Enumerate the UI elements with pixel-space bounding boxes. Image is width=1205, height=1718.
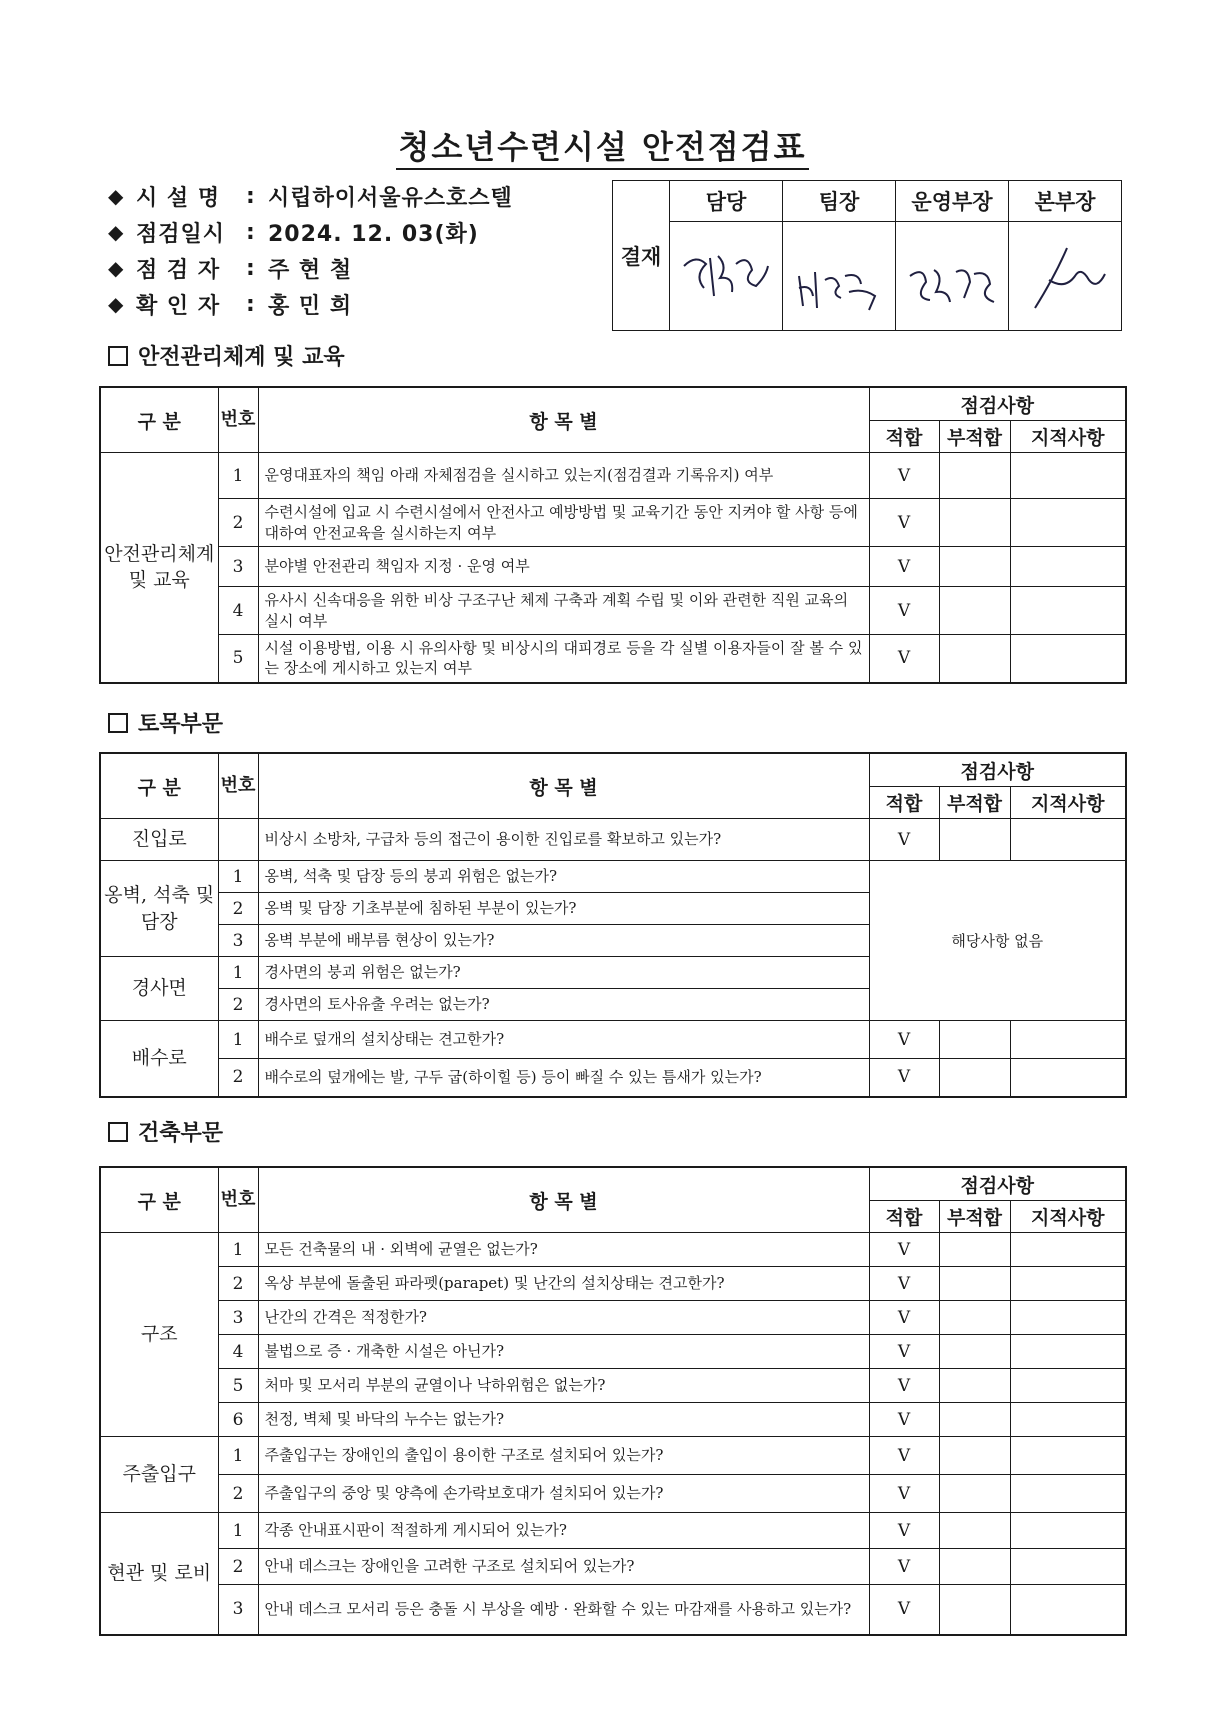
section-title-architecture (108, 1116, 223, 1147)
header-item: 항 목 별 (258, 1167, 869, 1233)
header-check: 점검사항 (869, 753, 1126, 787)
row-item: 주출입구의 중앙 및 양측에 손가락보호대가 설치되어 있는가? (258, 1475, 869, 1513)
row-item: 비상시 소방차, 구급차 등의 접근이 용이한 진입로를 확보하고 있는가? (258, 819, 869, 861)
category-cell: 안전관리체계 및 교육 (100, 453, 218, 683)
pass-check-cell: V (869, 819, 939, 861)
header-item: 항 목 별 (258, 753, 869, 819)
row-item: 난간의 간격은 적정한가? (258, 1301, 869, 1335)
remark-cell (1010, 1267, 1126, 1301)
row-item: 배수로 덮개의 설치상태는 견고한가? (258, 1021, 869, 1059)
row-item: 유사시 신속대응을 위한 비상 구조구난 체제 구축과 계획 수립 및 이와 관련한 직원 교육의 실시 여부 (258, 587, 869, 635)
fail-cell (939, 635, 1010, 683)
row-item: 시설 이용방법, 이용 시 유의사항 및 비상시의 대피경로 등을 각 실별 이용자들이 잘 볼 수 있는 장소에 게시하고 있는지 여부 (258, 635, 869, 683)
row-number: 2 (218, 893, 258, 925)
header-pass: 적합 (869, 1201, 939, 1233)
row-number: 2 (218, 1059, 258, 1097)
pass-check-cell: V (869, 1059, 939, 1097)
header-fail: 부적합 (939, 421, 1010, 453)
header-fail: 부적합 (939, 787, 1010, 819)
pass-check-cell: V (869, 1335, 939, 1369)
header-number: 번호 (218, 753, 258, 819)
row-number: 4 (218, 1335, 258, 1369)
pass-check-cell: V (869, 1475, 939, 1513)
row-item: 처마 및 모서리 부분의 균열이나 낙하위험은 없는가? (258, 1369, 869, 1403)
row-item: 안내 데스크는 장애인을 고려한 구조로 설치되어 있는가? (258, 1549, 869, 1585)
pass-check-cell: V (869, 453, 939, 499)
row-number: 1 (218, 1021, 258, 1059)
pass-check-cell: V (869, 587, 939, 635)
row-number: 3 (218, 1301, 258, 1335)
row-item: 경사면의 붕괴 위험은 없는가? (258, 957, 869, 989)
approval-table (612, 180, 1122, 331)
header-check: 점검사항 (869, 387, 1126, 421)
remark-cell (1010, 1513, 1126, 1549)
row-number: 2 (218, 1549, 258, 1585)
row-item: 불법으로 증 · 개축한 시설은 아닌가? (258, 1335, 869, 1369)
info-block (108, 178, 513, 322)
category-cell: 현관 및 로비 (100, 1513, 218, 1635)
row-number: 3 (218, 925, 258, 957)
info-value: 시립하이서울유스호스텔 (268, 185, 513, 211)
info-colon: : (246, 183, 255, 209)
section-title-text: 건축부문 (138, 1121, 224, 1146)
pass-check-cell: V (869, 1369, 939, 1403)
approval-role: 본부장 (1009, 181, 1122, 222)
signature-mark (902, 236, 1002, 316)
row-number: 3 (218, 1585, 258, 1635)
remark-cell (1010, 1549, 1126, 1585)
not-applicable-cell: 해당사항 없음 (869, 861, 1126, 1021)
info-colon: : (246, 219, 255, 245)
info-colon: : (246, 255, 255, 281)
row-number: 6 (218, 1403, 258, 1437)
diamond-bullet-icon: ◆ (108, 220, 124, 244)
section-title-civil (108, 707, 223, 738)
row-item: 천정, 벽체 및 바닥의 누수는 없는가? (258, 1403, 869, 1437)
remark-cell (1010, 1585, 1126, 1635)
fail-cell (939, 1475, 1010, 1513)
pass-check-cell: V (869, 1021, 939, 1059)
remark-cell (1010, 1369, 1126, 1403)
signature-cell (896, 222, 1009, 331)
header-category: 구 분 (100, 1167, 218, 1233)
row-item: 옥상 부분에 돌출된 파라펫(parapet) 및 난간의 설치상태는 견고한가? (258, 1267, 869, 1301)
pass-check-cell: V (869, 635, 939, 683)
header-remark: 지적사항 (1010, 787, 1126, 819)
row-number: 2 (218, 989, 258, 1021)
diamond-bullet-icon: ◆ (108, 184, 124, 208)
row-item: 옹벽, 석축 및 담장 등의 붕괴 위험은 없는가? (258, 861, 869, 893)
row-item: 운영대표자의 책임 아래 자체점검을 실시하고 있는지(점검결과 기록유지) 여부 (258, 453, 869, 499)
remark-cell (1010, 819, 1126, 861)
row-number: 2 (218, 499, 258, 547)
pass-check-cell: V (869, 1513, 939, 1549)
remark-cell (1010, 1475, 1126, 1513)
fail-cell (939, 1335, 1010, 1369)
row-number: 5 (218, 635, 258, 683)
section-title-safety (108, 340, 345, 371)
info-value: 홍 민 희 (268, 293, 353, 319)
signature-cell (670, 222, 783, 331)
pass-check-cell: V (869, 1585, 939, 1635)
checklist-table-safety (99, 386, 1127, 684)
remark-cell (1010, 1021, 1126, 1059)
fail-cell (939, 1369, 1010, 1403)
row-number: 1 (218, 453, 258, 499)
section-title-text: 안전관리체계 및 교육 (138, 345, 345, 370)
row-item: 모든 건축물의 내 · 외벽에 균열은 없는가? (258, 1233, 869, 1267)
row-number: 3 (218, 547, 258, 587)
row-number: 5 (218, 1369, 258, 1403)
remark-cell (1010, 1233, 1126, 1267)
category-cell: 주출입구 (100, 1437, 218, 1513)
remark-cell (1010, 1301, 1126, 1335)
row-number: 2 (218, 1267, 258, 1301)
remark-cell (1010, 635, 1126, 683)
approval-role: 운영부장 (896, 181, 1009, 222)
category-cell: 진입로 (100, 819, 218, 861)
row-item: 경사면의 토사유출 우려는 없는가? (258, 989, 869, 1021)
header-category: 구 분 (100, 387, 218, 453)
fail-cell (939, 1233, 1010, 1267)
fail-cell (939, 1403, 1010, 1437)
info-label: 확 인 자 (136, 293, 221, 319)
fail-cell (939, 819, 1010, 861)
pass-check-cell: V (869, 547, 939, 587)
remark-cell (1010, 499, 1126, 547)
info-value: 주 현 철 (268, 257, 353, 283)
row-item: 각종 안내표시판이 적절하게 게시되어 있는가? (258, 1513, 869, 1549)
row-item: 주출입구는 장애인의 출입이 용이한 구조로 설치되어 있는가? (258, 1437, 869, 1475)
info-label: 점검일시 (136, 221, 226, 247)
fail-cell (939, 1267, 1010, 1301)
checkbox-square-icon (108, 346, 128, 366)
row-number: 4 (218, 587, 258, 635)
signature-cell (783, 222, 896, 331)
header-fail: 부적합 (939, 1201, 1010, 1233)
remark-cell (1010, 587, 1126, 635)
fail-cell (939, 499, 1010, 547)
pass-check-cell: V (869, 1233, 939, 1267)
approval-role: 팀장 (783, 181, 896, 222)
remark-cell (1010, 547, 1126, 587)
fail-cell (939, 453, 1010, 499)
row-number: 1 (218, 957, 258, 989)
checkbox-square-icon (108, 713, 128, 733)
pass-check-cell: V (869, 1301, 939, 1335)
header-pass: 적합 (869, 787, 939, 819)
row-number: 1 (218, 1513, 258, 1549)
pass-check-cell: V (869, 1437, 939, 1475)
checkbox-square-icon (108, 1122, 128, 1142)
info-row-verifier (108, 286, 513, 322)
header-category: 구 분 (100, 753, 218, 819)
info-row-inspector (108, 250, 513, 286)
checklist-table-architecture (99, 1166, 1127, 1636)
fail-cell (939, 1585, 1010, 1635)
fail-cell (939, 1437, 1010, 1475)
row-item: 옹벽 및 담장 기초부분에 침하된 부분이 있는가? (258, 893, 869, 925)
header-item: 항 목 별 (258, 387, 869, 453)
row-item: 분야별 안전관리 책임자 지정 · 운영 여부 (258, 547, 869, 587)
header-remark: 지적사항 (1010, 421, 1126, 453)
fail-cell (939, 1059, 1010, 1097)
remark-cell (1010, 1437, 1126, 1475)
remark-cell (1010, 1335, 1126, 1369)
header-number: 번호 (218, 1167, 258, 1233)
header-number: 번호 (218, 387, 258, 453)
pass-check-cell: V (869, 1549, 939, 1585)
header-pass: 적합 (869, 421, 939, 453)
row-item: 배수로의 덮개에는 발, 구두 굽(하이힐 등) 등이 빠질 수 있는 틈새가 있는가? (258, 1059, 869, 1097)
fail-cell (939, 1021, 1010, 1059)
diamond-bullet-icon: ◆ (108, 256, 124, 280)
category-cell: 경사면 (100, 957, 218, 1021)
category-cell: 옹벽, 석축 및 담장 (100, 861, 218, 957)
info-colon: : (246, 291, 255, 317)
signature-mark (789, 236, 889, 316)
checklist-table-civil (99, 752, 1127, 1098)
fail-cell (939, 547, 1010, 587)
remark-cell (1010, 1403, 1126, 1437)
remark-cell (1010, 453, 1126, 499)
approval-label: 결재 (613, 181, 670, 331)
row-number (218, 819, 258, 861)
row-number: 1 (218, 1437, 258, 1475)
info-row-facility (108, 178, 513, 214)
remark-cell (1010, 1059, 1126, 1097)
row-number: 1 (218, 1233, 258, 1267)
row-item: 옹벽 부분에 배부름 현상이 있는가? (258, 925, 869, 957)
header-remark: 지적사항 (1010, 1201, 1126, 1233)
pass-check-cell: V (869, 1267, 939, 1301)
signature-mark (1015, 236, 1115, 316)
info-label: 점 검 자 (136, 257, 221, 283)
section-title-text: 토목부문 (138, 712, 224, 737)
row-number: 2 (218, 1475, 258, 1513)
header-check: 점검사항 (869, 1167, 1126, 1201)
category-cell: 배수로 (100, 1021, 218, 1097)
fail-cell (939, 1549, 1010, 1585)
row-item: 수련시설에 입교 시 수련시설에서 안전사고 예방방법 및 교육기간 동안 지켜야 할 사항 등에 대하여 안전교육을 실시하는지 여부 (258, 499, 869, 547)
info-value: 2024. 12. 03(화) (268, 221, 479, 247)
pass-check-cell: V (869, 1403, 939, 1437)
document-title-text: 청소년수련시설 안전점검표 (396, 128, 808, 170)
pass-check-cell: V (869, 499, 939, 547)
row-number: 1 (218, 861, 258, 893)
signature-cell (1009, 222, 1122, 331)
fail-cell (939, 1513, 1010, 1549)
signature-mark (676, 236, 776, 316)
diamond-bullet-icon: ◆ (108, 292, 124, 316)
approval-role: 담당 (670, 181, 783, 222)
document-title (0, 122, 1205, 168)
fail-cell (939, 587, 1010, 635)
row-item: 안내 데스크 모서리 등은 충돌 시 부상을 예방 · 완화할 수 있는 마감재를 사용하고 있는가? (258, 1585, 869, 1635)
info-label: 시 설 명 (136, 185, 221, 211)
category-cell: 구조 (100, 1233, 218, 1437)
fail-cell (939, 1301, 1010, 1335)
info-row-date (108, 214, 513, 250)
